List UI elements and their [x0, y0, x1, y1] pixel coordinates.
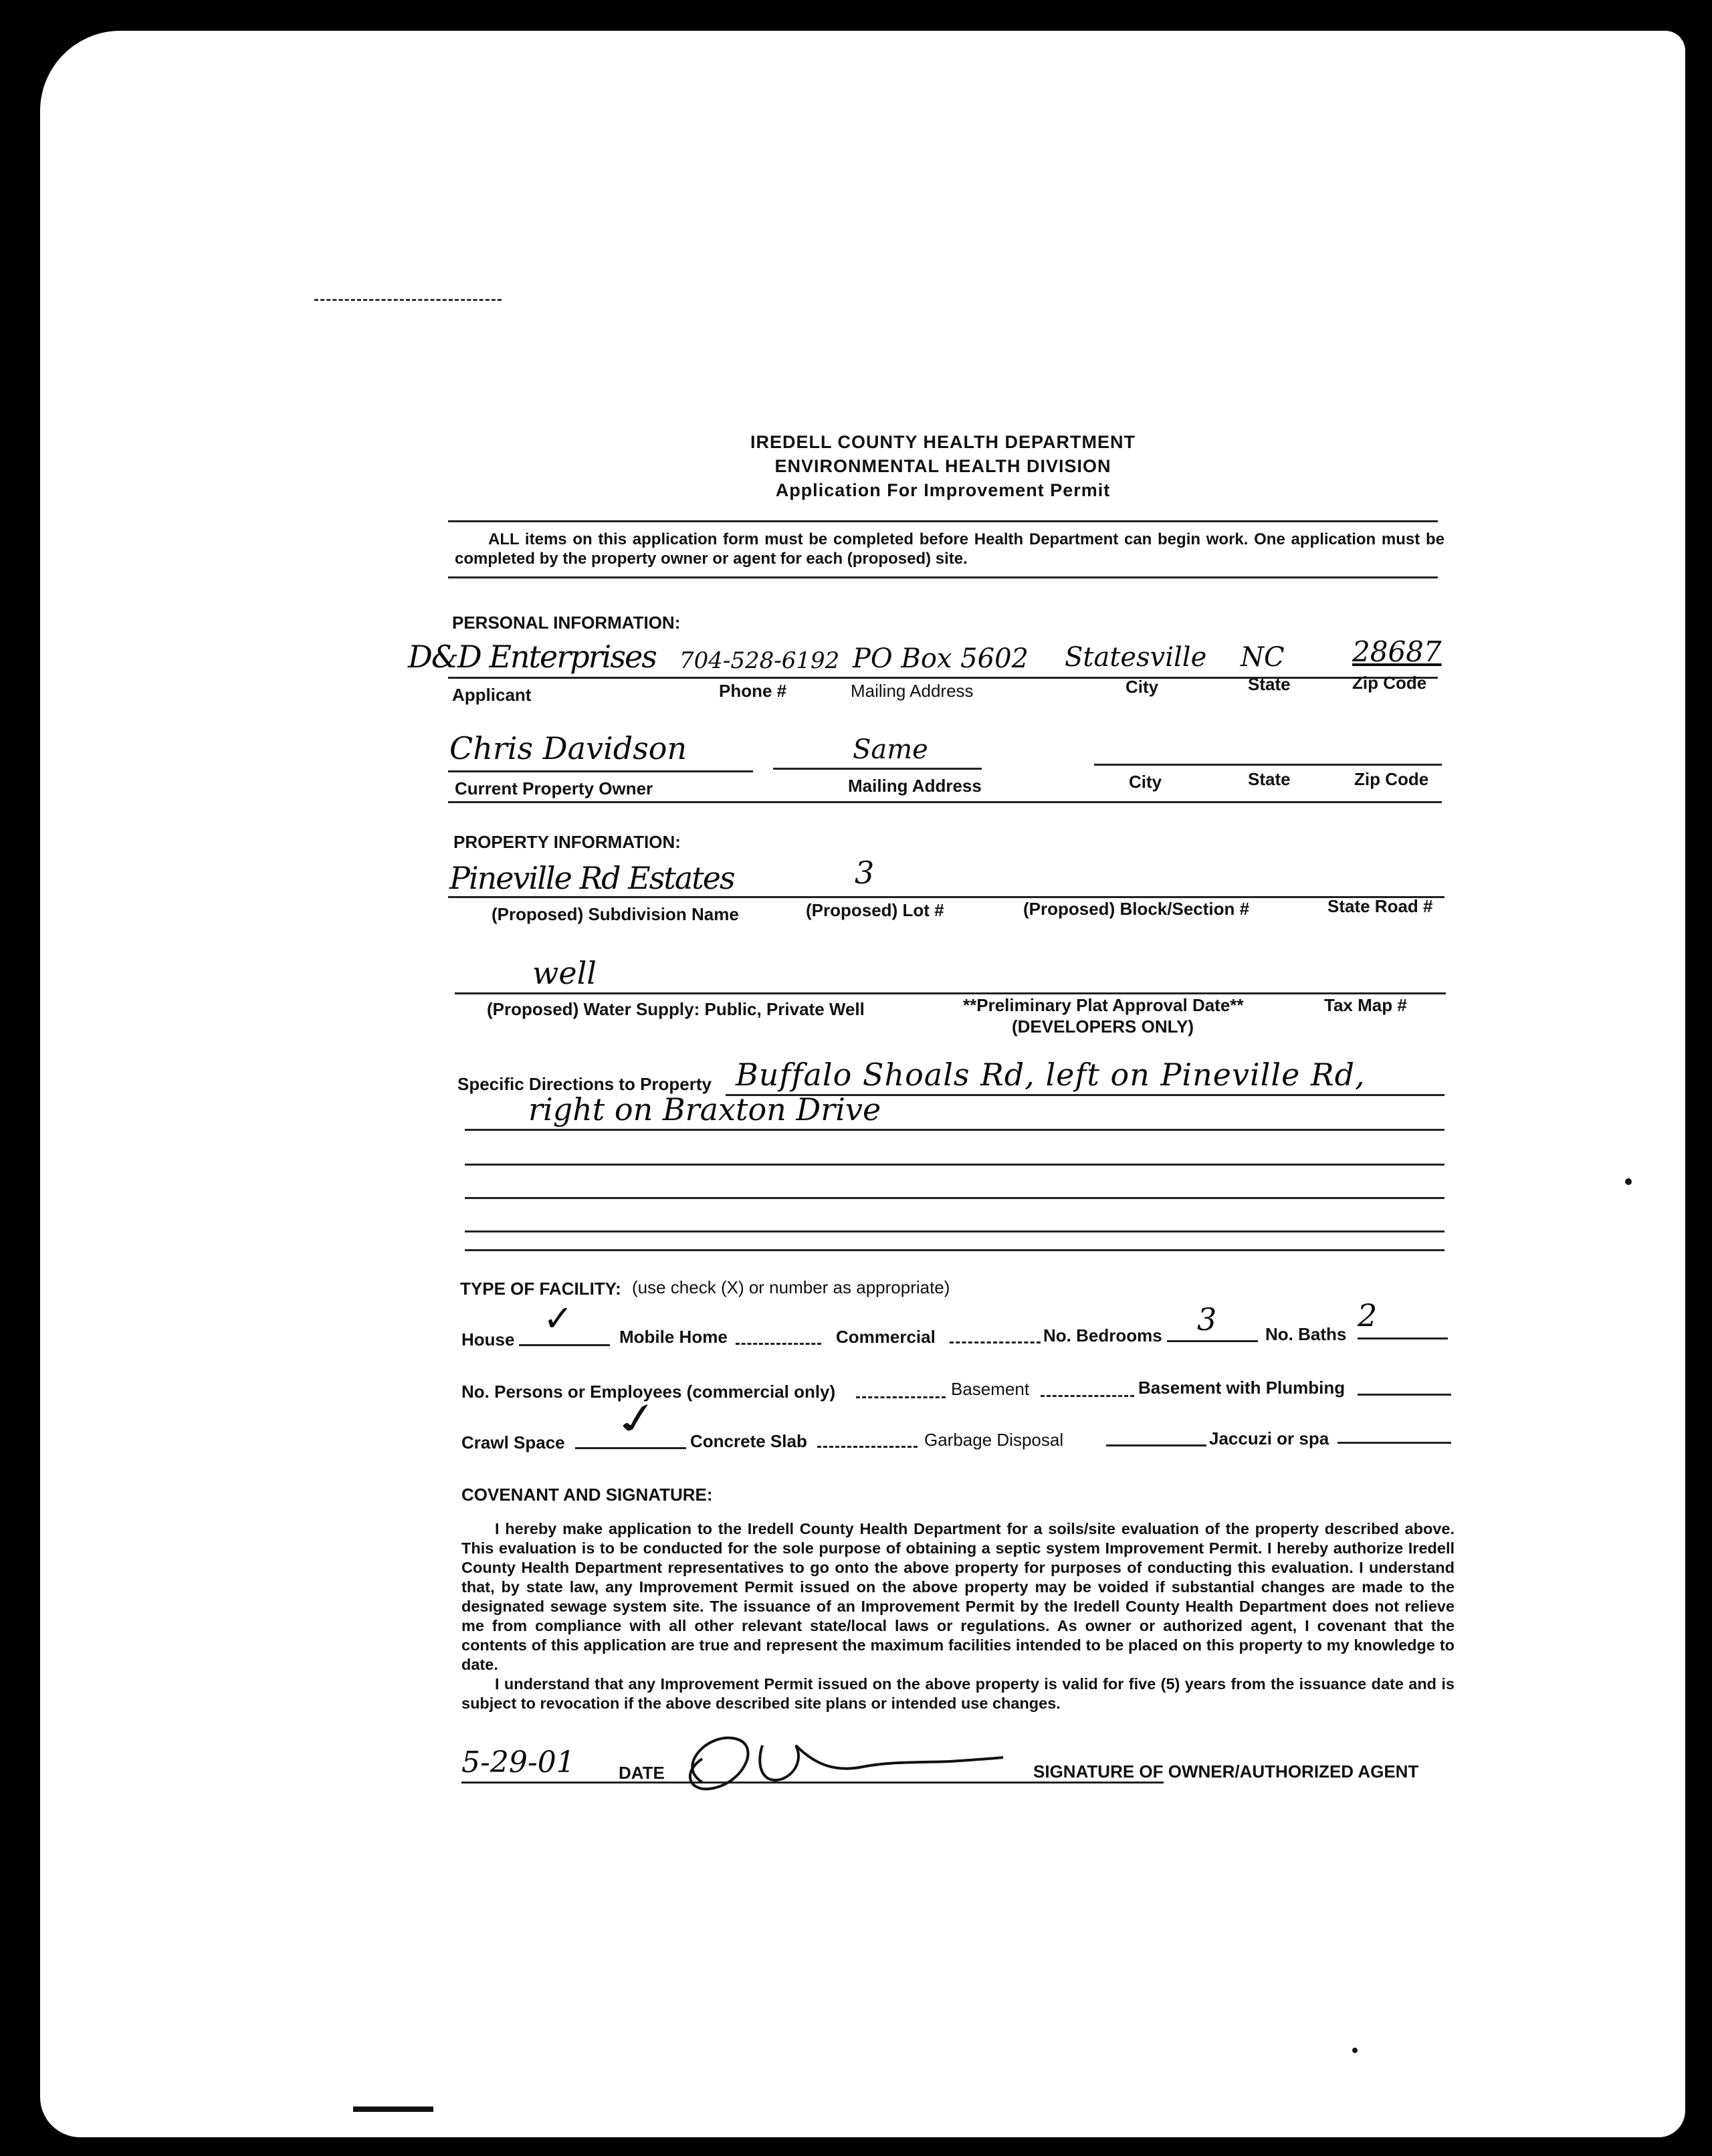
covenant-heading: COVENANT AND SIGNATURE:: [461, 1485, 713, 1505]
zip-value: 28687: [1352, 635, 1442, 668]
city-value: Statesville: [1065, 642, 1207, 673]
state-value: NC: [1241, 642, 1285, 673]
baths-value: 2: [1358, 1297, 1378, 1333]
zip-label: Zip Code: [1352, 673, 1427, 693]
jaccuzi-label: Jaccuzi or spa: [1209, 1428, 1329, 1448]
house-rule: [519, 1344, 610, 1346]
basement-plumbing-rule: [1358, 1394, 1451, 1396]
concrete-slab-rule: [817, 1446, 918, 1448]
owner-rule: [448, 770, 753, 772]
personal-section-rule: [448, 801, 1442, 803]
subdivision-value: Pineville Rd Estates: [449, 860, 734, 896]
owner-value: Chris Davidson: [449, 730, 687, 766]
scan-mark-bottom: [353, 2107, 433, 2112]
facility-heading-note: (use check (X) or number as appropriate): [632, 1277, 950, 1297]
covenant-paragraph-2: I understand that any Improvement Permit issued on the above property is valid for five (5) years from the issuance date and is subject to revocation if the above described site plans or intended use changes.: [461, 1675, 1455, 1712]
directions-rule-4: [465, 1197, 1444, 1199]
concrete-slab-label: Concrete Slab: [690, 1431, 807, 1451]
owner-mailing-rule: [773, 768, 982, 770]
covenant-text: [461, 1519, 1455, 1713]
facility-heading: TYPE OF FACILITY:: [460, 1279, 621, 1299]
state-road-label: State Road #: [1327, 896, 1433, 916]
header-title: IREDELL COUNTY HEALTH DEPARTMENT: [750, 432, 1136, 452]
owner-mailing-value: Same: [853, 734, 928, 765]
jaccuzi-rule: [1338, 1442, 1451, 1444]
house-label: House: [461, 1329, 515, 1350]
directions-rule-5: [465, 1230, 1444, 1232]
lot-label: (Proposed) Lot #: [806, 900, 944, 920]
header-subtitle: Application For Improvement Permit: [775, 480, 1111, 500]
date-label: DATE: [619, 1763, 665, 1783]
owner-zip-label: Zip Code: [1354, 769, 1429, 789]
mobile-home-label: Mobile Home: [619, 1327, 728, 1347]
block-label: (Proposed) Block/Section #: [1023, 899, 1250, 919]
directions-rule-3: [465, 1164, 1444, 1166]
owner-state-label: State: [1248, 769, 1291, 789]
state-label: State: [1248, 674, 1291, 694]
mailing-label: Mailing Address: [851, 681, 974, 701]
garbage-disposal-label: Garbage Disposal: [924, 1430, 1064, 1450]
tax-map-label: Tax Map #: [1324, 995, 1407, 1015]
owner-mailing-label: Mailing Address: [848, 776, 982, 796]
persons-rule: [856, 1396, 946, 1398]
commercial-rule: [950, 1341, 1041, 1343]
basement-label: Basement: [951, 1379, 1030, 1399]
baths-rule: [1358, 1337, 1448, 1339]
owner-city-state-zip-rule: [1094, 764, 1442, 766]
phone-value: 704-528-6192: [679, 647, 840, 674]
mobile-home-rule: [736, 1343, 821, 1345]
owner-city-label: City: [1129, 772, 1162, 792]
header-division: ENVIRONMENTAL HEALTH DIVISION: [774, 456, 1111, 476]
city-label: City: [1126, 677, 1159, 697]
commercial-label: Commercial: [836, 1327, 936, 1347]
directions-value-line2: right on Braxton Drive: [528, 1091, 881, 1127]
directions-rule-6: [465, 1249, 1444, 1251]
water-rule: [455, 992, 1446, 994]
baths-label: No. Baths: [1265, 1324, 1347, 1344]
bedrooms-value: 3: [1197, 1301, 1217, 1337]
crawl-space-label: Crawl Space: [461, 1432, 565, 1452]
handwritten-signature: [662, 1719, 1010, 1799]
applicant-value: D&D Enterprises: [408, 639, 656, 675]
personal-heading: PERSONAL INFORMATION:: [452, 613, 681, 633]
directions-label: Specific Directions to Property: [457, 1074, 712, 1094]
header-rule: [448, 520, 1438, 522]
basement-rule: [1041, 1395, 1134, 1397]
house-checkmark: ✓: [543, 1297, 574, 1339]
scan-speck: [1625, 1178, 1632, 1185]
phone-label: Phone #: [719, 681, 787, 701]
directions-value-line1: Buffalo Shoals Rd, left on Pineville Rd,: [736, 1057, 1366, 1093]
owner-label: Current Property Owner: [455, 778, 653, 798]
scan-speck: [1352, 2048, 1358, 2053]
scan-dash-line: [314, 299, 502, 301]
crawl-space-checkmark: ✓: [607, 1391, 667, 1446]
signature-label: SIGNATURE OF OWNER/AUTHORIZED AGENT: [1033, 1761, 1419, 1782]
directions-rule-2: [465, 1129, 1444, 1131]
basement-plumbing-label: Basement with Plumbing: [1138, 1378, 1346, 1398]
instructions-rule: [448, 576, 1438, 578]
crawl-space-rule: [575, 1447, 686, 1449]
covenant-paragraph-1: I hereby make application to the Iredell County Health Department for a soils/site evaluation of the property described above. This evaluation is to be conducted for the sole purpose of obtaining a septic system Improvement Permit. I hereby authorize Iredell County Health Department representatives to go onto the above property for purposes of conducting this evaluation. I understand that, by state law, any Improvement Permit issued on the above property may be voided if substantial changes are made to the designated sewage system site. The issuance of an Improvement Permit by the Iredell County Health Department does not relieve me from compliance with all other relevant state/local laws or regulations. As owner or authorized agent, I covenant that the contents of this application are true and represent the maximum facilities intended to be placed on this property to my knowledge to date.: [461, 1520, 1455, 1673]
date-value: 5-29-01: [461, 1745, 575, 1780]
developers-label: (DEVELOPERS ONLY): [1012, 1016, 1194, 1037]
persons-label: No. Persons or Employees (commercial only): [461, 1382, 836, 1402]
garbage-disposal-rule: [1106, 1444, 1206, 1446]
bedrooms-rule: [1167, 1340, 1258, 1342]
subdivision-rule: [448, 896, 1444, 898]
water-label: (Proposed) Water Supply: Public, Private Well: [487, 999, 865, 1019]
plat-label: **Preliminary Plat Approval Date**: [963, 995, 1244, 1015]
property-heading: PROPERTY INFORMATION:: [453, 832, 681, 852]
applicant-label: Applicant: [452, 685, 532, 705]
mailing-value: PO Box 5602: [853, 643, 1029, 674]
subdivision-label: (Proposed) Subdivision Name: [492, 904, 739, 924]
water-value: well: [532, 955, 597, 991]
instructions-text: ALL items on this application form must be completed before Health Department can begin work. One application must be completed by the property owner or agent for each (proposed) site.: [455, 530, 1444, 568]
lot-value: 3: [855, 855, 875, 891]
bedrooms-label: No. Bedrooms: [1043, 1325, 1162, 1345]
